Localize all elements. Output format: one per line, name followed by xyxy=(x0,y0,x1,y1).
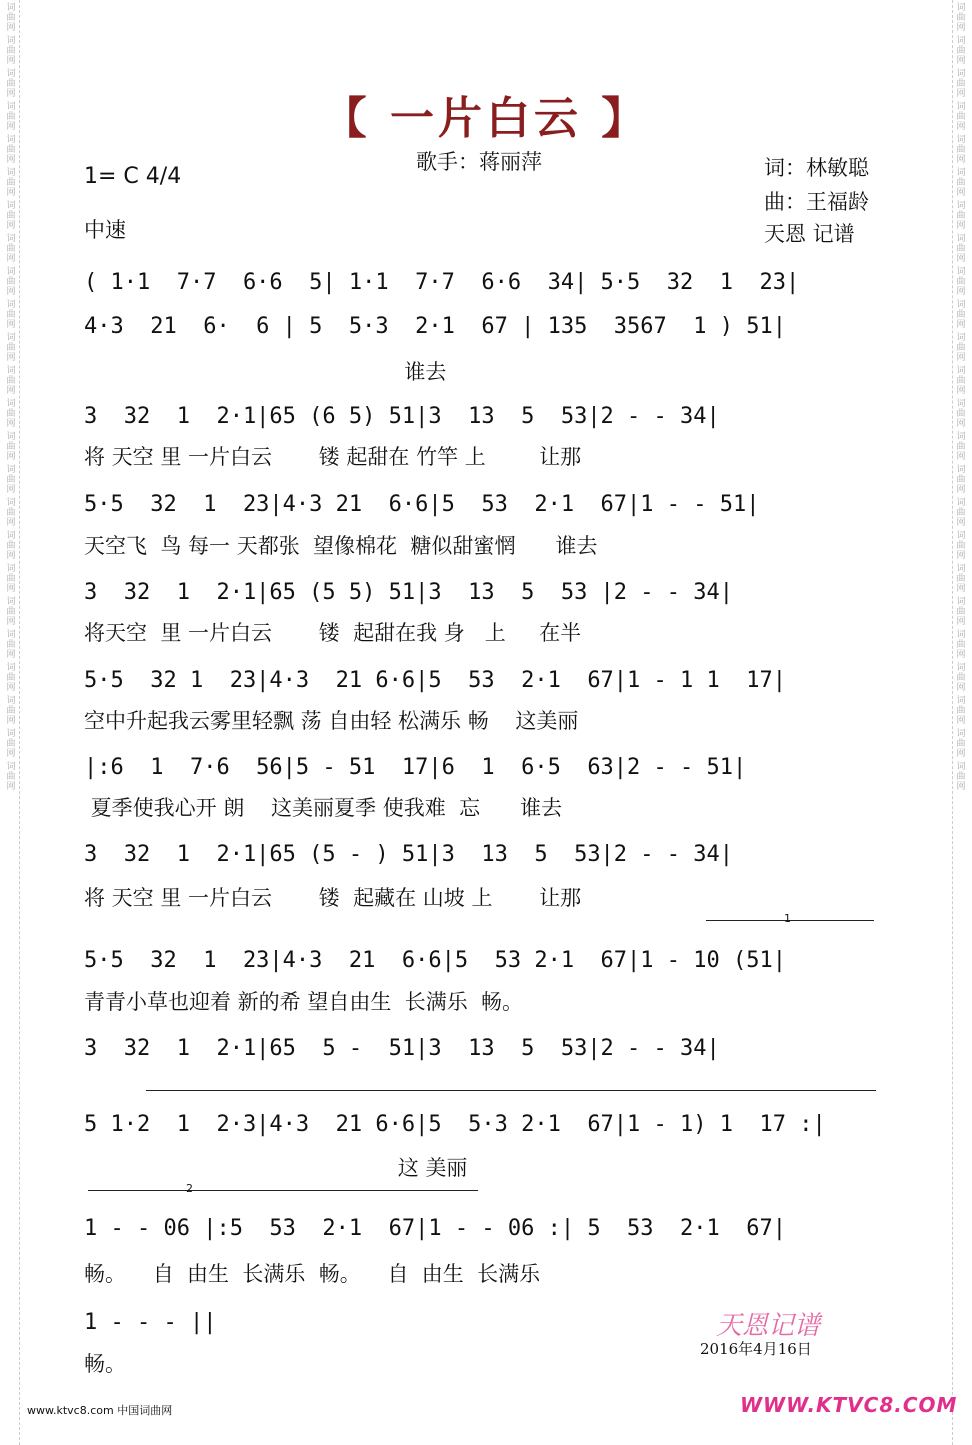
continuation-line xyxy=(146,1090,876,1091)
lyricist: 词：林敏聪 xyxy=(764,156,869,180)
score-system-6-notes: 5·5 32 1 23|4·3 21 6·6|5 53 2·1 67|1 - 1 1 17| xyxy=(84,668,786,693)
volta-bracket-2 xyxy=(88,1190,478,1191)
side-watermark-text: 词 曲 网 xyxy=(6,135,16,165)
score-system-2-lyrics: 谁去 xyxy=(84,360,447,384)
tempo-marking: 中速 xyxy=(84,218,126,242)
score-system-8-lyrics: 将 天空 里 一片白云 镂 起藏在 山坡 上 让那 xyxy=(84,886,582,910)
side-watermark-text: 词 曲 网 xyxy=(6,432,16,462)
score-system-11-lyrics: 这 美丽 xyxy=(84,1156,468,1180)
side-watermark-text: 词 曲 网 xyxy=(6,630,16,660)
side-watermark-text: 词 曲 网 xyxy=(956,201,966,231)
side-watermark-text: 词 曲 网 xyxy=(6,36,16,66)
side-watermark-text: 词 曲 网 xyxy=(956,366,966,396)
score-system-4-lyrics: 天空飞 鸟 每一 天都张 望像棉花 糖似甜蜜惘 谁去 xyxy=(84,534,598,558)
score-system-13-notes: 1 - - - || xyxy=(84,1310,217,1335)
side-watermark-text: 词 曲 网 xyxy=(6,366,16,396)
side-watermark-text: 词 曲 网 xyxy=(956,663,966,693)
side-watermark-text: 词 曲 网 xyxy=(6,465,16,495)
song-title: 【 一片白云 】 xyxy=(322,93,650,144)
score-system-12-lyrics: 畅。 自 由生 长满乐 畅。 自 由生 长满乐 xyxy=(84,1262,541,1286)
score-system-1-notes: ( 1·1 7·7 6·6 5| 1·1 7·7 6·6 34| 5·5 32 1 23| xyxy=(84,270,800,295)
side-watermark-text: 词 曲 网 xyxy=(956,399,966,429)
footer-logo: WWW.KTVC8.COM xyxy=(740,1393,958,1417)
side-watermark-text: 词 曲 网 xyxy=(6,762,16,792)
side-watermark-text: 词 曲 网 xyxy=(956,102,966,132)
side-watermark-text: 词 曲 网 xyxy=(6,564,16,594)
transcriber-stamp: 天恩记谱 xyxy=(716,1311,821,1341)
score-system-8-notes: 3 32 1 2·1|65 (5 - ) 51|3 13 5 53|2 - - 34| xyxy=(84,842,734,867)
side-watermark-text: 词 曲 网 xyxy=(6,168,16,198)
score-system-9-notes: 5·5 32 1 23|4·3 21 6·6|5 53 2·1 67|1 - 10 (51| xyxy=(84,948,786,973)
score-system-2-notes: 4·3 21 6· 6 | 5 5·3 2·1 67 | 135 3567 1 ) 51| xyxy=(84,314,786,339)
right-watermark-column xyxy=(952,0,970,1445)
side-watermark-text: 词 曲 网 xyxy=(6,696,16,726)
side-watermark-text: 词 曲 网 xyxy=(956,300,966,330)
side-watermark-text: 词 曲 网 xyxy=(6,729,16,759)
footer-site-text: www.ktvc8.com 中国词曲网 xyxy=(27,1404,173,1417)
side-watermark-text: 词 曲 网 xyxy=(6,3,16,33)
key-signature: 1= C 4/4 xyxy=(84,164,182,189)
side-watermark-text: 词 曲 网 xyxy=(956,630,966,660)
singer: 歌手：蒋丽萍 xyxy=(416,150,542,174)
volta-1-label: 1 xyxy=(784,912,791,925)
score-system-7-notes: |:6 1 7·6 56|5 - 51 17|6 1 6·5 63|2 - - 51| xyxy=(84,755,747,780)
side-watermark-text: 词 曲 网 xyxy=(6,498,16,528)
side-watermark-text: 词 曲 网 xyxy=(6,102,16,132)
side-watermark-text: 词 曲 网 xyxy=(6,399,16,429)
transcriber: 天恩 记谱 xyxy=(764,222,855,246)
score-system-3-lyrics: 将 天空 里 一片白云 镂 起甜在 竹竿 上 让那 xyxy=(84,445,582,469)
score-system-3-notes: 3 32 1 2·1|65 (6 5) 51|3 13 5 53|2 - - 34| xyxy=(84,404,720,429)
side-watermark-text: 词 曲 网 xyxy=(956,531,966,561)
side-watermark-text: 词 曲 网 xyxy=(956,234,966,264)
side-watermark-text: 词 曲 网 xyxy=(956,498,966,528)
side-watermark-text: 词 曲 网 xyxy=(956,597,966,627)
right-dashed-rule xyxy=(952,0,953,1445)
volta-2-label: 2 xyxy=(186,1182,193,1195)
score-system-12-notes: 1 - - 06 |:5 53 2·1 67|1 - - 06 :| 5 53 2·1 67| xyxy=(84,1216,786,1241)
left-watermark-column xyxy=(2,0,20,1445)
side-watermark-text: 词 曲 网 xyxy=(956,762,966,792)
left-dashed-rule xyxy=(19,0,20,1445)
score-system-10-notes: 3 32 1 2·1|65 5 - 51|3 13 5 53|2 - - 34| xyxy=(84,1036,720,1061)
side-watermark-text: 词 曲 网 xyxy=(956,696,966,726)
side-watermark-text: 词 曲 网 xyxy=(956,333,966,363)
side-watermark-text: 词 曲 网 xyxy=(956,267,966,297)
score-system-6-lyrics: 空中升起我云雾里轻飘 荡 自由轻 松满乐 畅 这美丽 xyxy=(84,709,579,733)
side-watermark-text: 词 曲 网 xyxy=(6,69,16,99)
side-watermark-text: 词 曲 网 xyxy=(6,300,16,330)
score-system-13-lyrics: 畅。 xyxy=(84,1352,126,1376)
side-watermark-text: 词 曲 网 xyxy=(6,234,16,264)
side-watermark-text: 词 曲 网 xyxy=(956,729,966,759)
side-watermark-text: 词 曲 网 xyxy=(956,432,966,462)
side-watermark-text: 词 曲 网 xyxy=(6,267,16,297)
score-system-5-notes: 3 32 1 2·1|65 (5 5) 51|3 13 5 53 |2 - - 34| xyxy=(84,580,734,605)
transcription-date: 2016年4月16日 xyxy=(700,1340,812,1358)
side-watermark-text: 词 曲 网 xyxy=(956,564,966,594)
side-watermark-text: 词 曲 网 xyxy=(956,69,966,99)
side-watermark-text: 词 曲 网 xyxy=(956,135,966,165)
side-watermark-text: 词 曲 网 xyxy=(956,465,966,495)
side-watermark-text: 词 曲 网 xyxy=(6,333,16,363)
score-system-4-notes: 5·5 32 1 23|4·3 21 6·6|5 53 2·1 67|1 - - 51| xyxy=(84,492,760,517)
score-system-11-notes: 5 1·2 1 2·3|4·3 21 6·6|5 5·3 2·1 67|1 - 1) 1 17 :| xyxy=(84,1112,826,1137)
side-watermark-text: 词 曲 网 xyxy=(6,663,16,693)
side-watermark-text: 词 曲 网 xyxy=(956,3,966,33)
side-watermark-text: 词 曲 网 xyxy=(6,201,16,231)
score-system-9-lyrics: 青青小草也迎着 新的希 望自由生 长满乐 畅。 xyxy=(84,990,524,1014)
score-system-7-lyrics: 夏季使我心开 朗 这美丽夏季 使我难 忘 谁去 xyxy=(84,796,563,820)
side-watermark-text: 词 曲 网 xyxy=(6,597,16,627)
score-system-5-lyrics: 将天空 里 一片白云 镂 起甜在我 身 上 在半 xyxy=(84,621,582,645)
composer: 曲：王福龄 xyxy=(764,190,869,214)
side-watermark-text: 词 曲 网 xyxy=(956,168,966,198)
side-watermark-text: 词 曲 网 xyxy=(6,531,16,561)
side-watermark-text: 词 曲 网 xyxy=(956,36,966,66)
